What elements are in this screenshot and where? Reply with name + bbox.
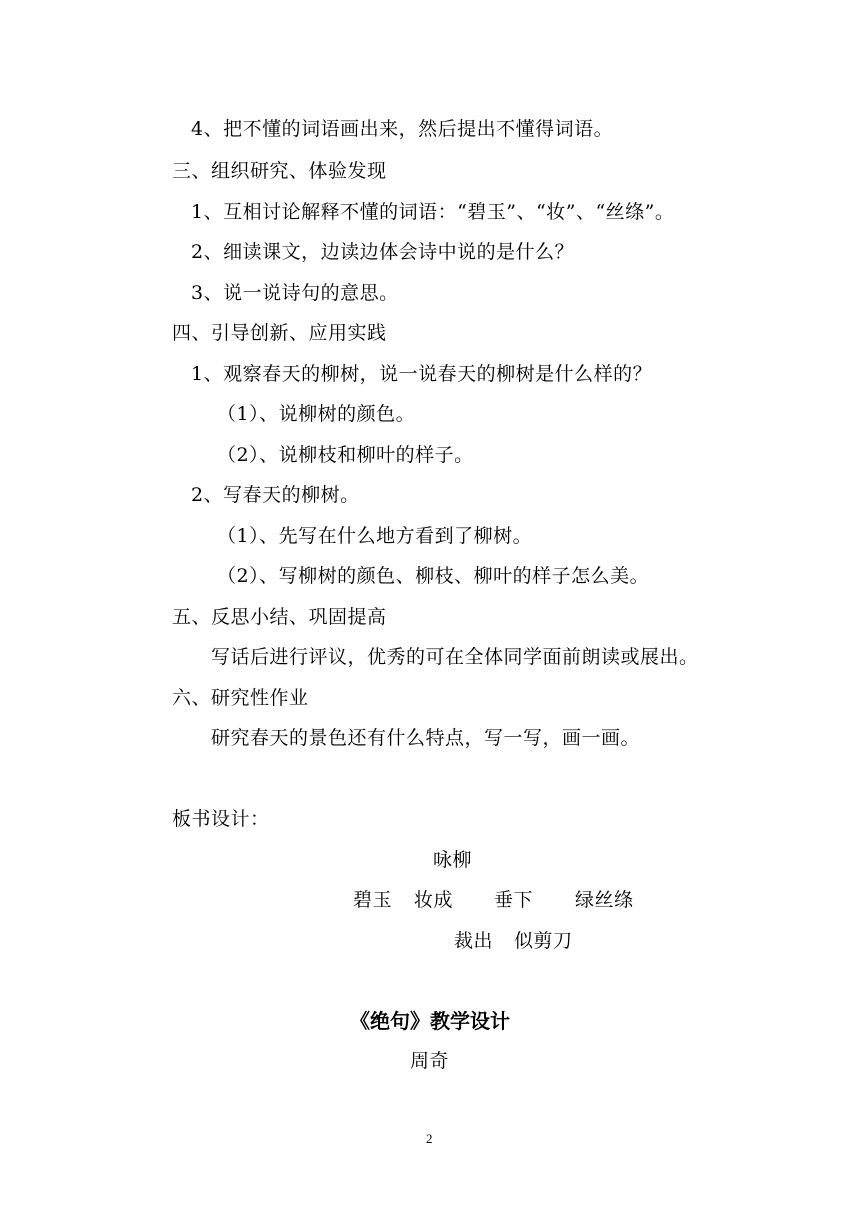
board-design-heading: 板书设计： <box>172 808 270 830</box>
section-6-heading: 六、研究性作业 <box>172 687 309 709</box>
board-row2-word-2: 似剪刀 <box>514 930 573 952</box>
next-section-title: 《绝句》教学设计 <box>350 1009 510 1033</box>
board-row1-word-2: 妆成 <box>414 889 454 911</box>
board-row1-word-1: 碧玉 <box>353 889 393 911</box>
next-section-author: 周奇 <box>410 1050 450 1072</box>
board-row1-word-3: 垂下 <box>494 889 534 911</box>
section-4-item-1-sub-1: （1）、说柳树的颜色。 <box>217 403 416 425</box>
section-6-text: 研究春天的景色还有什么特点，写一写，画一画。 <box>211 727 641 749</box>
board-row2-word-1: 裁出 <box>454 930 494 952</box>
step-4-text: 4、把不懂的词语画出来，然后提出不懂得词语。 <box>191 118 614 140</box>
page-number: 2 <box>426 1131 433 1146</box>
section-4-heading: 四、引导创新、应用实践 <box>172 322 387 344</box>
board-row1-word-4: 绿丝绦 <box>575 889 634 911</box>
section-4-item-2-sub-1: （1）、先写在什么地方看到了柳树。 <box>217 525 533 547</box>
section-3-item-2: 2、细读课文，边读边体会诗中说的是什么？ <box>191 241 575 263</box>
section-3-item-1: 1、互相讨论解释不懂的词语：“碧玉”、“妆”、“丝绦”。 <box>191 201 675 223</box>
section-4-item-1: 1、观察春天的柳树，说一说春天的柳树是什么样的？ <box>191 363 653 385</box>
board-poem-title: 咏柳 <box>433 849 473 871</box>
section-5-text: 写话后进行评议，优秀的可在全体同学面前朗读或展出。 <box>211 646 699 668</box>
section-4-item-2: 2、写春天的柳树。 <box>191 484 360 506</box>
section-3-heading: 三、组织研究、体验发现 <box>172 160 387 182</box>
section-4-item-1-sub-2: （2）、说柳枝和柳叶的样子。 <box>217 444 474 466</box>
section-5-heading: 五、反思小结、巩固提高 <box>172 606 387 628</box>
section-4-item-2-sub-2: （2）、写柳树的颜色、柳枝、柳叶的样子怎么美。 <box>217 565 650 587</box>
section-3-item-3: 3、说一说诗句的意思。 <box>191 282 399 304</box>
